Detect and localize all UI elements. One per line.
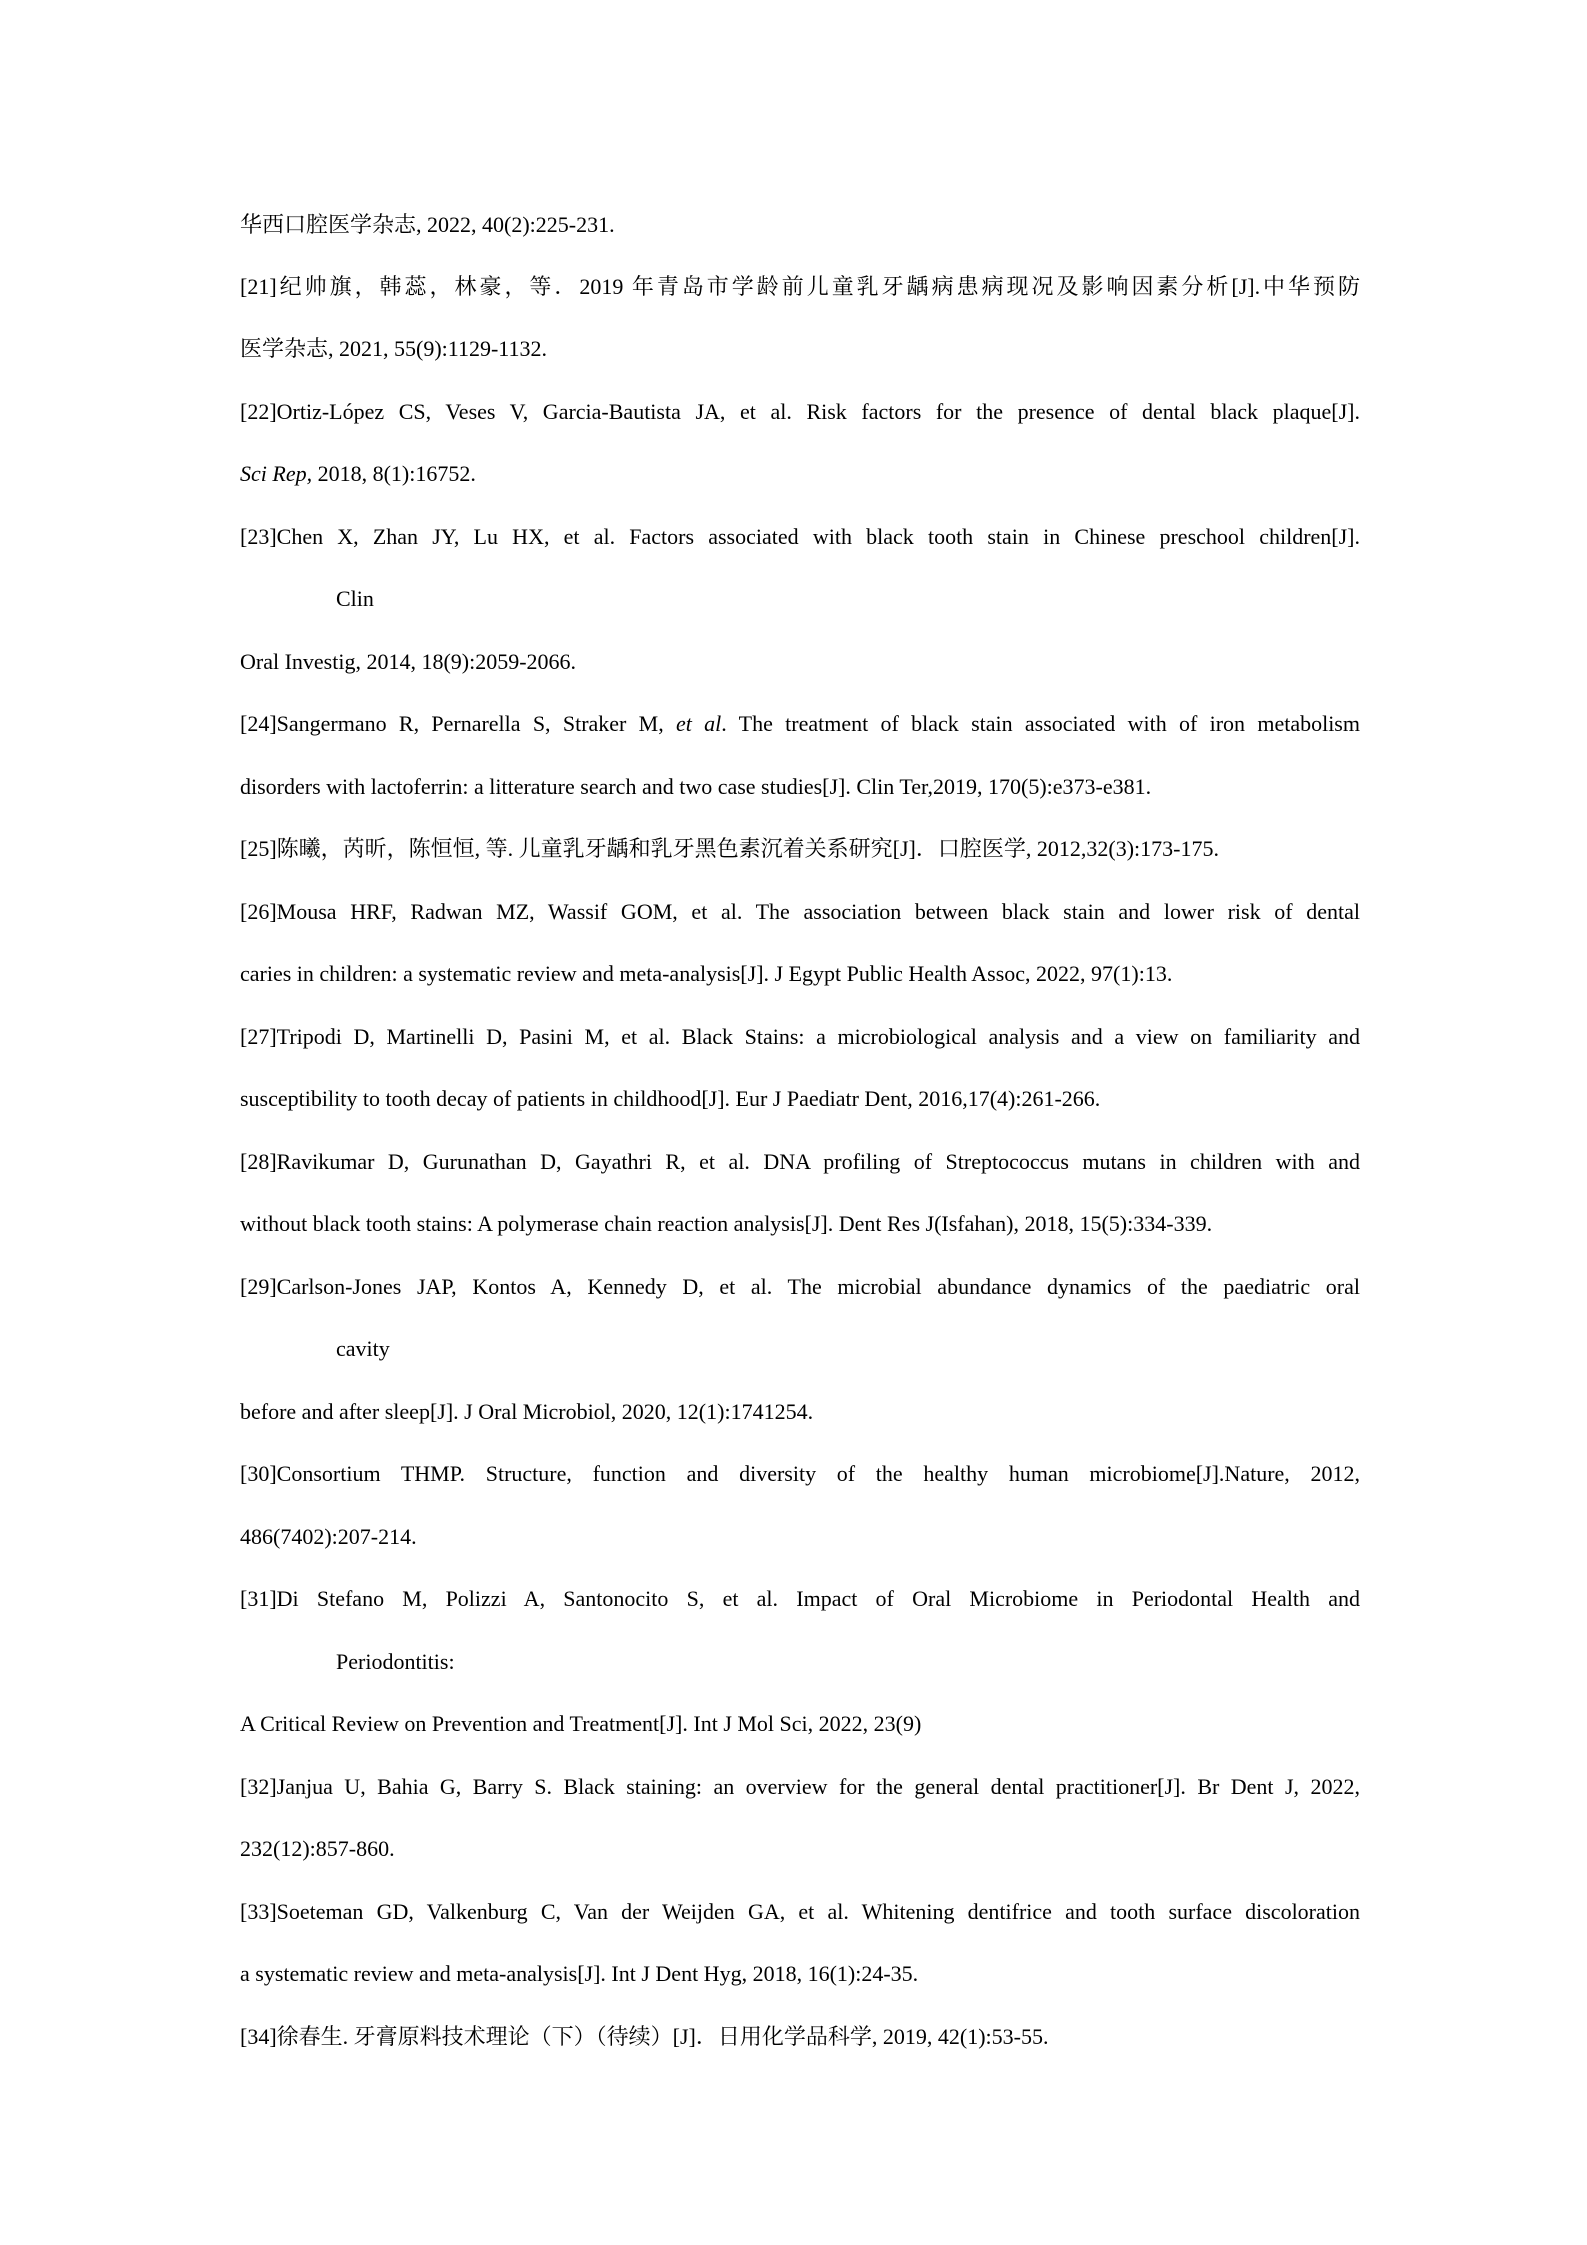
reference-33-continuation: a systematic review and meta-analysis[J]. Int J Dent Hyg, 2018, 16(1):24-35.: [240, 1961, 919, 1986]
reference-34: [34]徐春生. 牙膏原料技术理论（下）（待续）[J]．日用化学品科学, 2019, 42(1):53-55.: [240, 2024, 1049, 2049]
reference-25: [25]陈曦，芮昕，陈恒恒, 等. 儿童乳牙龋和乳牙黑色素沉着关系研究[J]．口腔医学, 2012,32(3):173-175.: [240, 836, 1219, 861]
reference-24-authors: [24]Sangermano R, Pernarella S, Straker M,: [240, 711, 677, 736]
reference-27: [27]Tripodi D, Martinelli D, Pasini M, et al. Black Stains: a microbiological analysis and a view on familiarity and: [240, 1024, 1360, 1049]
reference-32-continuation: 232(12):857-860.: [240, 1836, 395, 1861]
reference-24-continuation: disorders with lactoferrin: a litterature search and two case studies[J]. Clin Ter,2019, 170(5):e373-e381.: [240, 774, 1152, 799]
reference-29-continuation: before and after sleep[J]. J Oral Microbiol, 2020, 12(1):1741254.: [240, 1399, 814, 1424]
reference-24: [240, 709, 1360, 739]
reference-30: [30]Consortium THMP. Structure, function and diversity of the healthy human microbiome[J].Nature, 2012,: [240, 1461, 1360, 1486]
reference-31-wrapped: Periodontitis:: [336, 1649, 455, 1674]
citation-details: 2018, 8(1):16752.: [312, 461, 476, 486]
reference-21: [21]纪帅旗，韩蕊，林豪，等．2019 年青岛市学龄前儿童乳牙龋病患病现况及影响因素分析[J].中华预防: [240, 274, 1360, 299]
reference-31: [31]Di Stefano M, Polizzi A, Santonocito S, et al. Impact of Oral Microbiome in Periodontal Health and: [240, 1586, 1360, 1611]
reference-29-wrapped: cavity: [336, 1336, 390, 1361]
reference-31-continuation: A Critical Review on Prevention and Treatment[J]. Int J Mol Sci, 2022, 23(9): [240, 1711, 922, 1736]
reference-24-title: . The treatment of black stain associated with of iron metabolism: [721, 711, 1360, 736]
reference-22-continuation: [240, 459, 1360, 489]
reference-26: [26]Mousa HRF, Radwan MZ, Wassif GOM, et al. The association between black stain and lower risk of dental: [240, 899, 1360, 924]
reference-28: [28]Ravikumar D, Gurunathan D, Gayathri R, et al. DNA profiling of Streptococcus mutans in children with and: [240, 1149, 1360, 1174]
reference-22: [22]Ortiz-López CS, Veses V, Garcia-Bautista JA, et al. Risk factors for the presence of dental black plaque[J].: [240, 399, 1360, 424]
reference-28-continuation: without black tooth stains: A polymerase chain reaction analysis[J]. Dent Res J(Isfahan), 2018, 15(5):334-339.: [240, 1211, 1213, 1236]
reference-32: [32]Janjua U, Bahia G, Barry S. Black staining: an overview for the general dental practitioner[J]. Br Dent J, 2022,: [240, 1774, 1360, 1799]
reference-23-wrapped: Clin: [336, 586, 374, 611]
reference-29: [29]Carlson-Jones JAP, Kontos A, Kennedy D, et al. The microbial abundance dynamics of the paediatric oral: [240, 1274, 1360, 1299]
et-al: et al: [676, 711, 722, 736]
reference-26-continuation: caries in children: a systematic review and meta-analysis[J]. J Egypt Public Health Assoc, 2022, 97(1):13.: [240, 961, 1173, 986]
reference-23-continuation: Oral Investig, 2014, 18(9):2059-2066.: [240, 649, 577, 674]
reference-21-continuation: 医学杂志, 2021, 55(9):1129-1132.: [240, 336, 547, 361]
reference-30-continuation: 486(7402):207-214.: [240, 1524, 417, 1549]
reference-27-continuation: susceptibility to tooth decay of patients in childhood[J]. Eur J Paediatr Dent, 2016,17(4):261-266.: [240, 1086, 1101, 1111]
reference-33: [33]Soeteman GD, Valkenburg C, Van der Weijden GA, et al. Whitening dentifrice and tooth surface discoloration: [240, 1899, 1360, 1924]
journal-name: Sci Rep,: [240, 461, 313, 486]
reference-23: [23]Chen X, Zhan JY, Lu HX, et al. Factors associated with black tooth stain in Chinese preschool children[J].: [240, 524, 1360, 549]
reference-20-continuation: 华西口腔医学杂志, 2022, 40(2):225-231.: [240, 212, 615, 237]
